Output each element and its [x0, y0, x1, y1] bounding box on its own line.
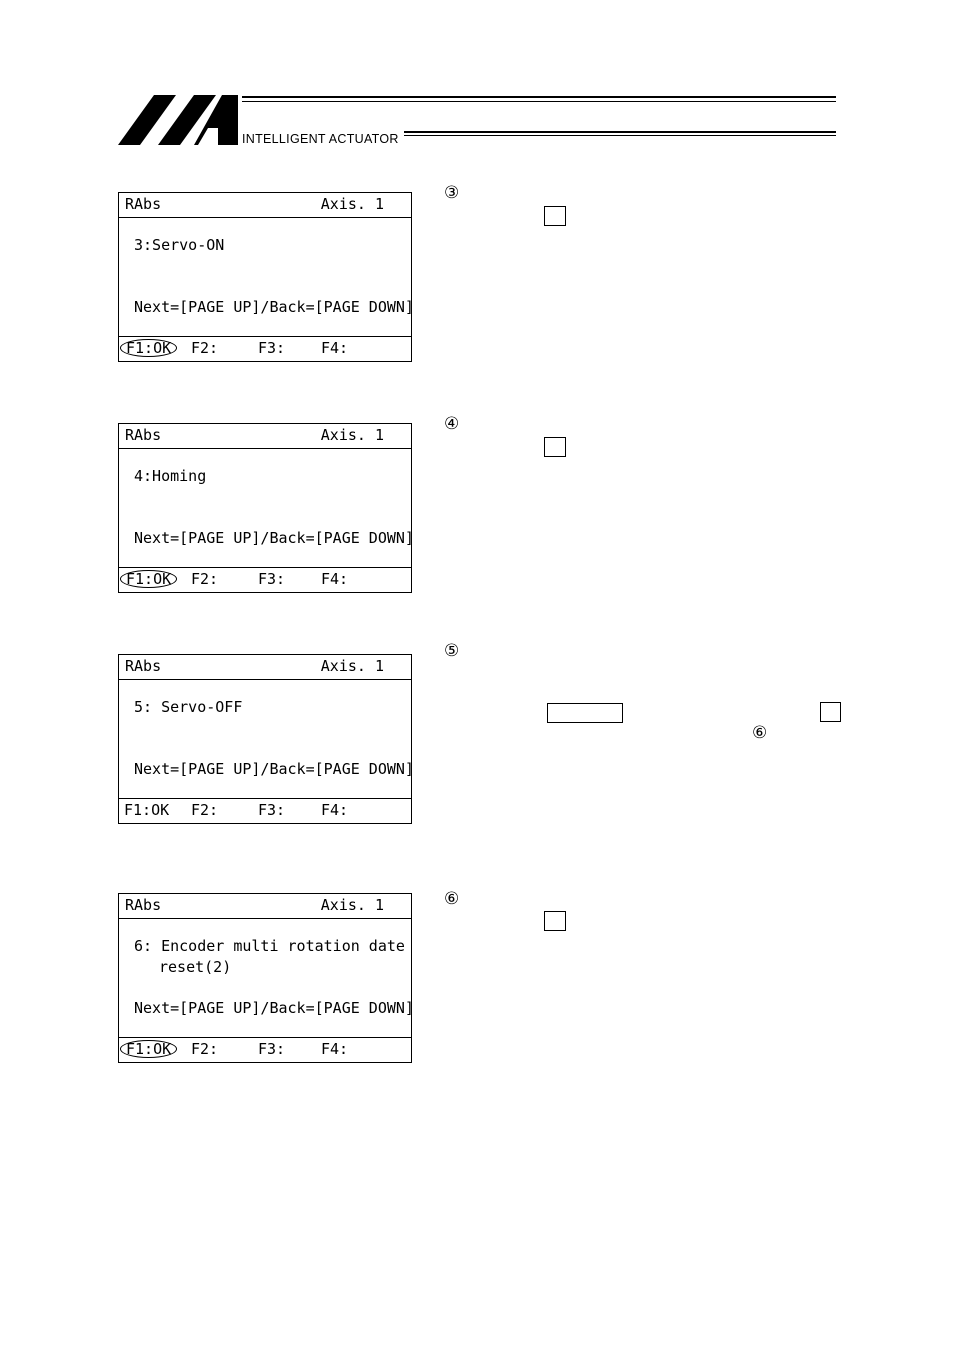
f2-key[interactable]: F2:: [191, 570, 219, 588]
logo-text: INTELLIGENT ACTUATOR: [242, 132, 399, 146]
header-rule-top: [242, 96, 836, 98]
screen-message: 3:Servo-ON: [134, 236, 225, 254]
lcd-screen-homing: [118, 423, 412, 593]
f3-key[interactable]: F3:: [258, 570, 286, 588]
screen-message-line2: reset(2): [159, 958, 232, 976]
step-number-4: ④: [444, 414, 460, 434]
key-box: [544, 206, 566, 226]
screen-function-keys: [119, 1037, 411, 1062]
iai-logo: [118, 90, 408, 150]
screen-title: RAbs: [125, 426, 162, 444]
screen-message: 4:Homing: [134, 467, 207, 485]
header-rule-top-thin: [242, 101, 836, 102]
lcd-screen-servo-off: [118, 654, 412, 824]
key-box: [820, 702, 841, 722]
screen-nav-hint: Next=[PAGE UP]/Back=[PAGE DOWN]: [134, 529, 414, 547]
screen-title: RAbs: [125, 195, 162, 213]
screen-axis: Axis. 1: [320, 896, 384, 914]
screen-axis: Axis. 1: [320, 426, 384, 444]
f4-key[interactable]: F4:: [321, 801, 349, 819]
f2-key[interactable]: F2:: [191, 1040, 219, 1058]
screen-title-bar: [119, 655, 411, 680]
header-rule-bottom: [404, 131, 836, 133]
lcd-screen-encoder-reset: [118, 893, 412, 1063]
screen-title-bar: [119, 424, 411, 449]
screen-message: 6: Encoder multi rotation date: [134, 937, 405, 955]
step-number-5: ⑤: [444, 641, 460, 661]
f1-ok-key[interactable]: F1:OK: [120, 1040, 177, 1058]
lcd-screen-servo-on: [118, 192, 412, 362]
screen-title: RAbs: [125, 896, 162, 914]
screen-axis: Axis. 1: [320, 195, 384, 213]
screen-axis: Axis. 1: [320, 657, 384, 675]
f3-key[interactable]: F3:: [258, 339, 286, 357]
screen-function-keys: [119, 336, 411, 361]
f4-key[interactable]: F4:: [321, 339, 349, 357]
f1-ok-key[interactable]: F1:OK: [120, 339, 177, 357]
key-box-wide: [547, 703, 623, 723]
screen-title-bar: [119, 193, 411, 218]
screen-nav-hint: Next=[PAGE UP]/Back=[PAGE DOWN]: [134, 999, 414, 1017]
screen-title-bar: [119, 894, 411, 919]
screen-function-keys: [119, 567, 411, 592]
f2-key[interactable]: F2:: [191, 339, 219, 357]
f1-ok-key[interactable]: F1:OK: [120, 570, 177, 588]
step-reference-6: ⑥: [752, 723, 768, 743]
screen-nav-hint: Next=[PAGE UP]/Back=[PAGE DOWN]: [134, 298, 414, 316]
f4-key[interactable]: F4:: [321, 1040, 349, 1058]
screen-nav-hint: Next=[PAGE UP]/Back=[PAGE DOWN]: [134, 760, 414, 778]
key-box: [544, 437, 566, 457]
f1-ok-key[interactable]: F1:OK: [124, 801, 170, 819]
f3-key[interactable]: F3:: [258, 801, 286, 819]
screen-title: RAbs: [125, 657, 162, 675]
screen-message: 5: Servo-OFF: [134, 698, 243, 716]
key-box: [544, 911, 566, 931]
f3-key[interactable]: F3:: [258, 1040, 286, 1058]
iai-logo-icon: [118, 90, 240, 146]
step-number-3: ③: [444, 183, 460, 203]
f4-key[interactable]: F4:: [321, 570, 349, 588]
screen-function-keys: [119, 798, 411, 823]
f2-key[interactable]: F2:: [191, 801, 219, 819]
step-number-6: ⑥: [444, 889, 460, 909]
header-rule-bottom-thin: [404, 135, 836, 136]
